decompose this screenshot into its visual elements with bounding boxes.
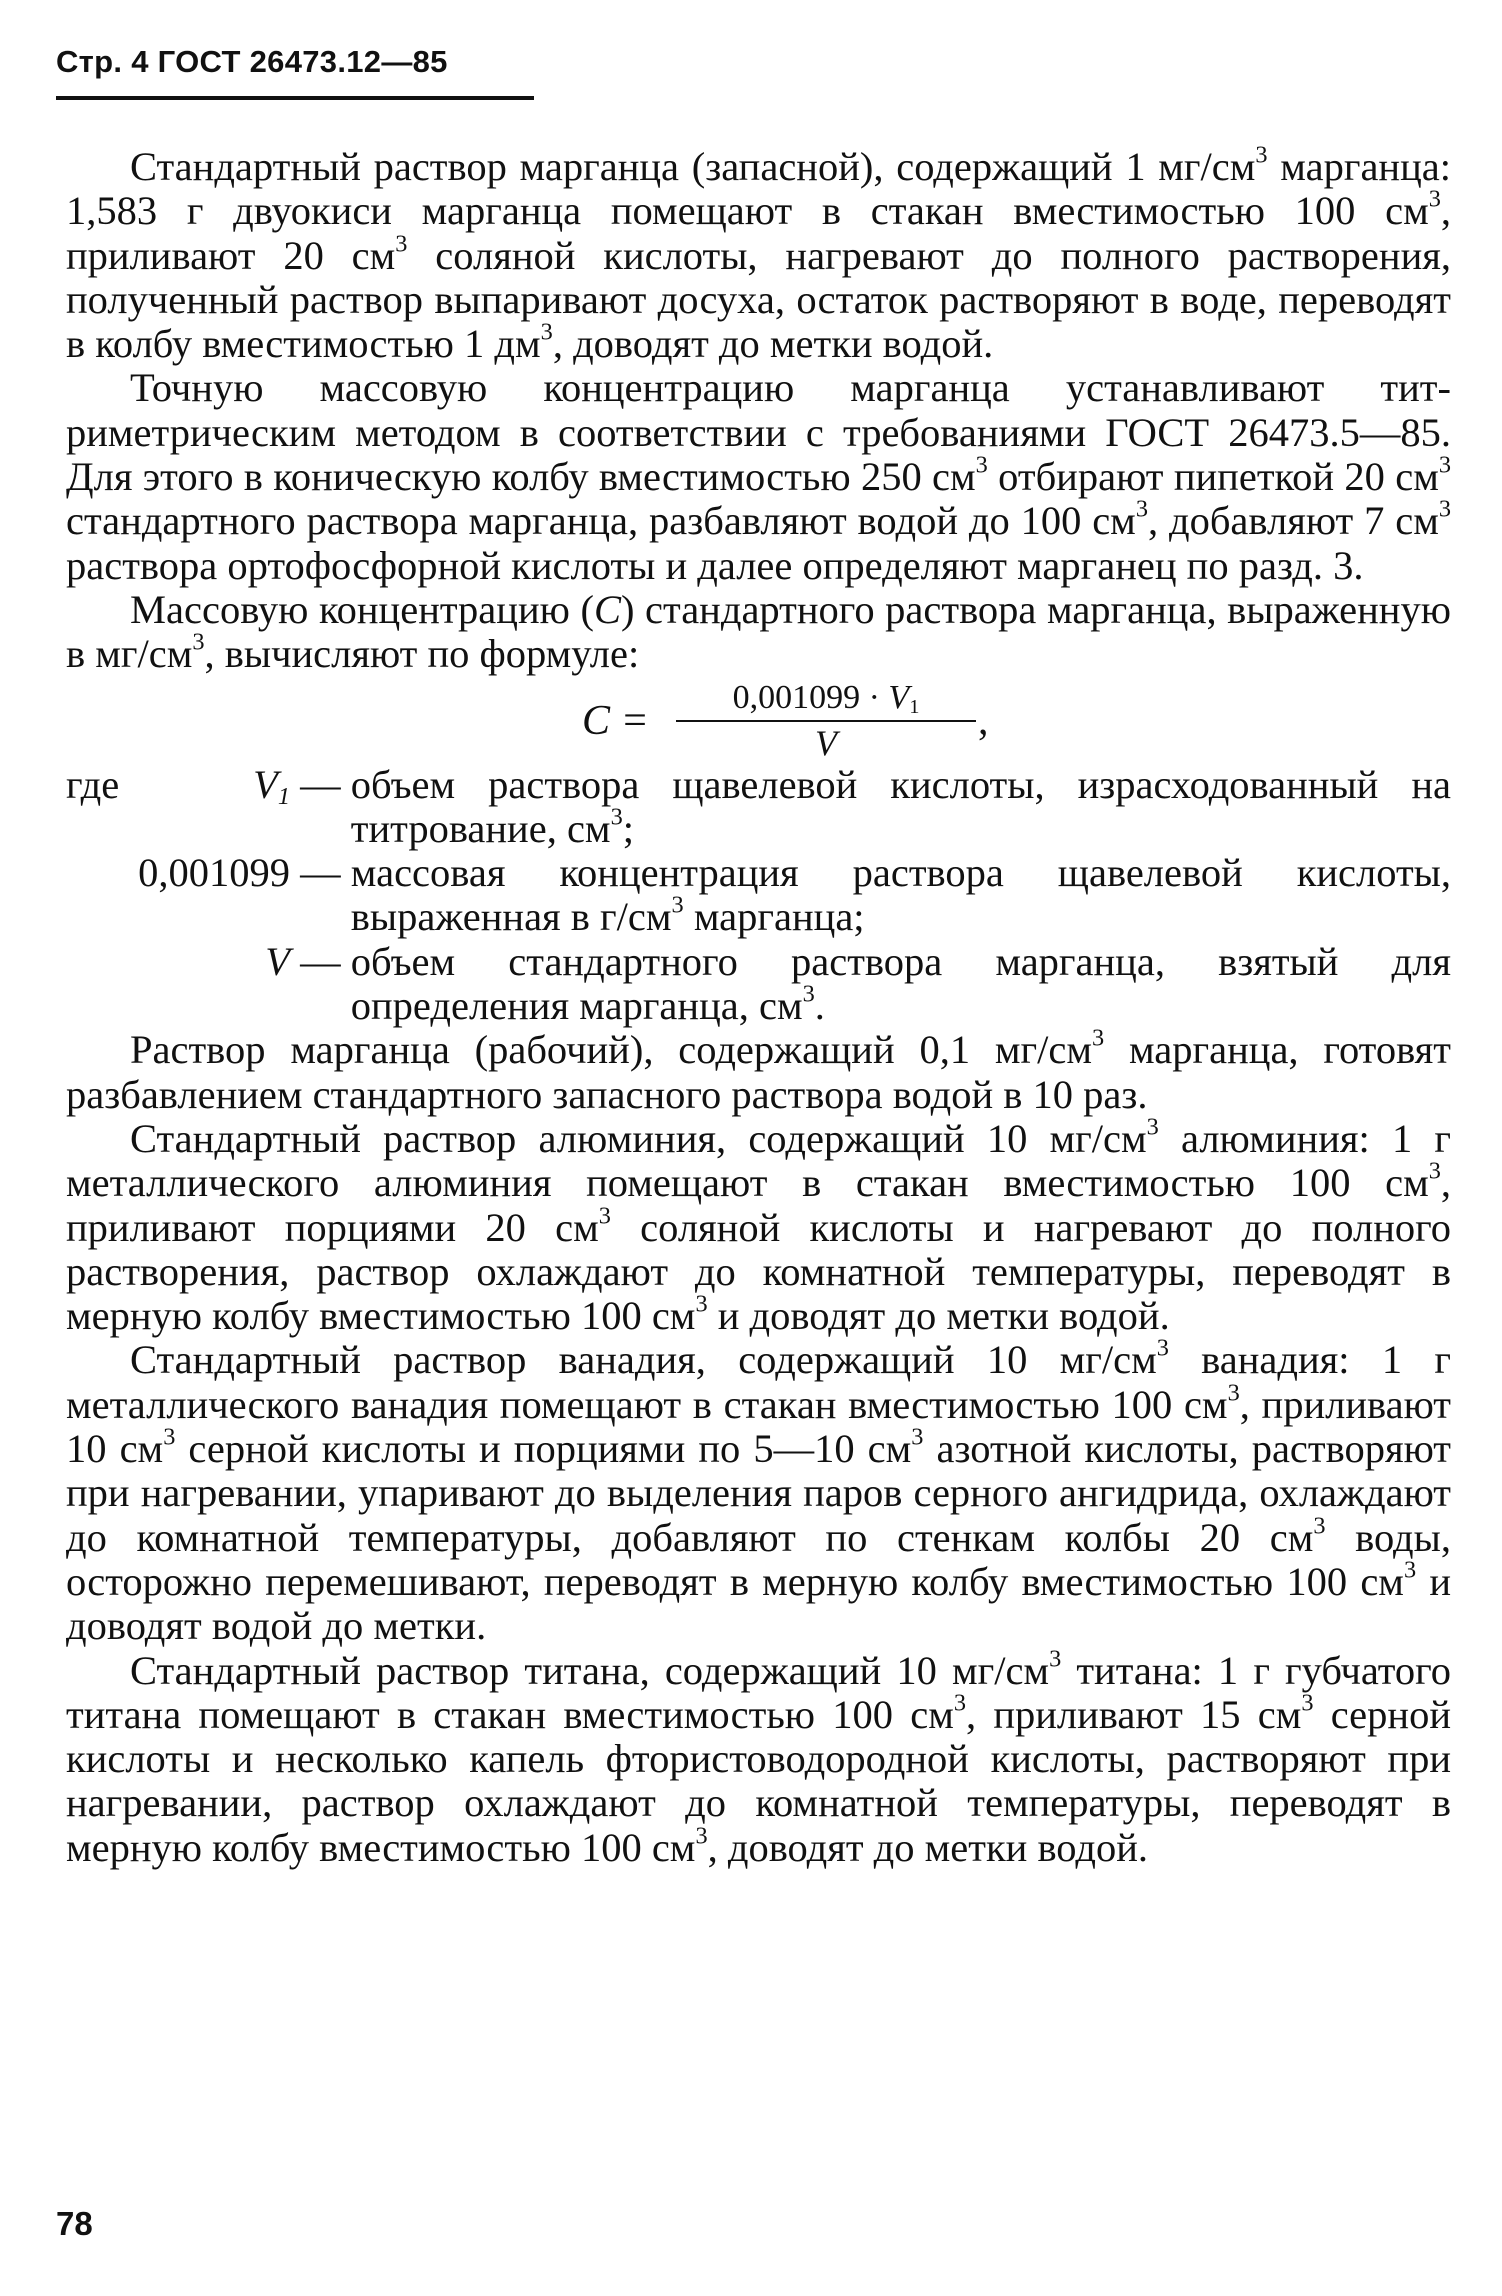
formula-comma: , <box>978 697 989 744</box>
paragraph-vanadium: Стандартный раствор ванадия, содержащий 10 $мг/см^3$ ванадия: 1 г металлического ванадия помещают в стакан вместимостью 100 $см^3$, приливают 10 $см^3$ серной кислоты и порциями по 5—10 $см^3$ азотной кислоты, растворяют при нагревании, упаривают до выделения паров серного ангидрида, охлаждают до комнатной температуры, добавляют по стенкам колбы 20 $см^3$ воды, осторожно перемешивают, переводят в мерную колбу вместимостью 100 $см^3$ и доводят водой до метки. <box>66 1334 1451 1649</box>
where-label: где <box>66 761 120 807</box>
definition-dash: — <box>290 938 351 984</box>
paragraph-titanium: Стандартный раствор титана, содержащий 10 $мг/см^3$ титана: 1 г губчатого титана помещают в стакан вместимостью 100 $см^3$, приливают 15 $см^3$ серной кислоты и несколько капель фтористоводородной кислоты, растворяют при нагревании, раствор охлаждают до комнатной температуры, переводят в мерную колбу вместимостью 100 $см^3$, доводят до метки водой. <box>66 1645 1452 1870</box>
paragraph-manganese-working: Раствор марганца (рабочий), содержащий 0,1 $мг/см^3$ марганца, готовят разбавлением стандартного запасного раствора водой в 10 раз. <box>66 1024 1452 1117</box>
paragraph-manganese-stock: Стандартный раствор марганца (запасной), содержащий 1 $мг/см^3$ марганца: 1,583 г двуокиси марганца помещают в стакан вместимостью 100 $см^3$, приливают 20 $см^3$ соляной кислоты, нагревают до полного растворения, полученный раствор выпаривают досуха, остаток растворяют в воде, переводят в колбу вместимостью 1 $дм^3$, доводят до метки водой. <box>66 141 1451 367</box>
definition-text: объем раствора щавелевой кислоты, израсходованный на титрование, $см^3$; <box>350 761 1451 851</box>
fraction-bar <box>676 720 976 722</box>
definitions <box>66 763 1451 1029</box>
definition-text: массовая концентрация раствора щавелевой кислоты, выраженная в $г/см^3$ марганца; <box>350 850 1451 940</box>
formula-numerator: $0,001099 \cdot V_1$ <box>732 678 920 718</box>
page-content <box>66 141 1452 1870</box>
definition-row <box>66 940 1451 1029</box>
paragraph-formula-intro: Массовую концентрацию (C) стандартного раствора марганца, выраженную в $мг/см^3$, вычисляют по формуле: <box>66 586 1451 677</box>
formula-fraction <box>676 679 976 762</box>
definition-symbol: $V_1$ <box>253 761 290 810</box>
page-header: Стр. 4 ГОСТ 26473.12—85 <box>56 44 448 79</box>
formula-denominator: V <box>815 722 837 763</box>
definition-dash: — <box>290 850 351 896</box>
definition-dash: — <box>290 761 351 807</box>
definition-row <box>66 763 1451 852</box>
page-number: 78 <box>56 2205 93 2242</box>
definition-text: объем стандартного раствора марганца, взятый для определения марганца, $см^3$. <box>350 938 1451 1029</box>
header-rule <box>56 96 534 100</box>
definition-symbol: V <box>265 938 290 984</box>
definition-symbol: 0,001099 <box>138 850 290 896</box>
paragraph-aluminium: Стандартный раствор алюминия, содержащий 10 $мг/см^3$ алюминия: 1 г металлического алюминия помещают в стакан вместимостью 100 $см^3$, приливают порциями 20 $см^3$ соляной кислоты и нагревают до полного растворения, раствор охлаждают до комнатной температуры, переводят в мерную колбу вместимостью 100 $см^3$ и доводят до метки водой. <box>66 1113 1452 1339</box>
formula-lhs: C = <box>582 697 649 744</box>
formula <box>66 677 1451 763</box>
paragraph-titration: Точную массовую концентрацию марганца устанавливают титриметрическим методом в соответствии с требованиями ГОСТ 26473.5—85. Для этого в коническую колбу вместимостью 250 $см^3$ отбирают пипеткой 20 $см^3$ стандартного раствора марганца, разбавляют водой до 100 $см^3$, добавляют 7 $см^3$ раствора ортофосфорной кислоты и далее определяют марганец по разд. 3. <box>66 365 1452 588</box>
definition-row <box>66 851 1451 940</box>
